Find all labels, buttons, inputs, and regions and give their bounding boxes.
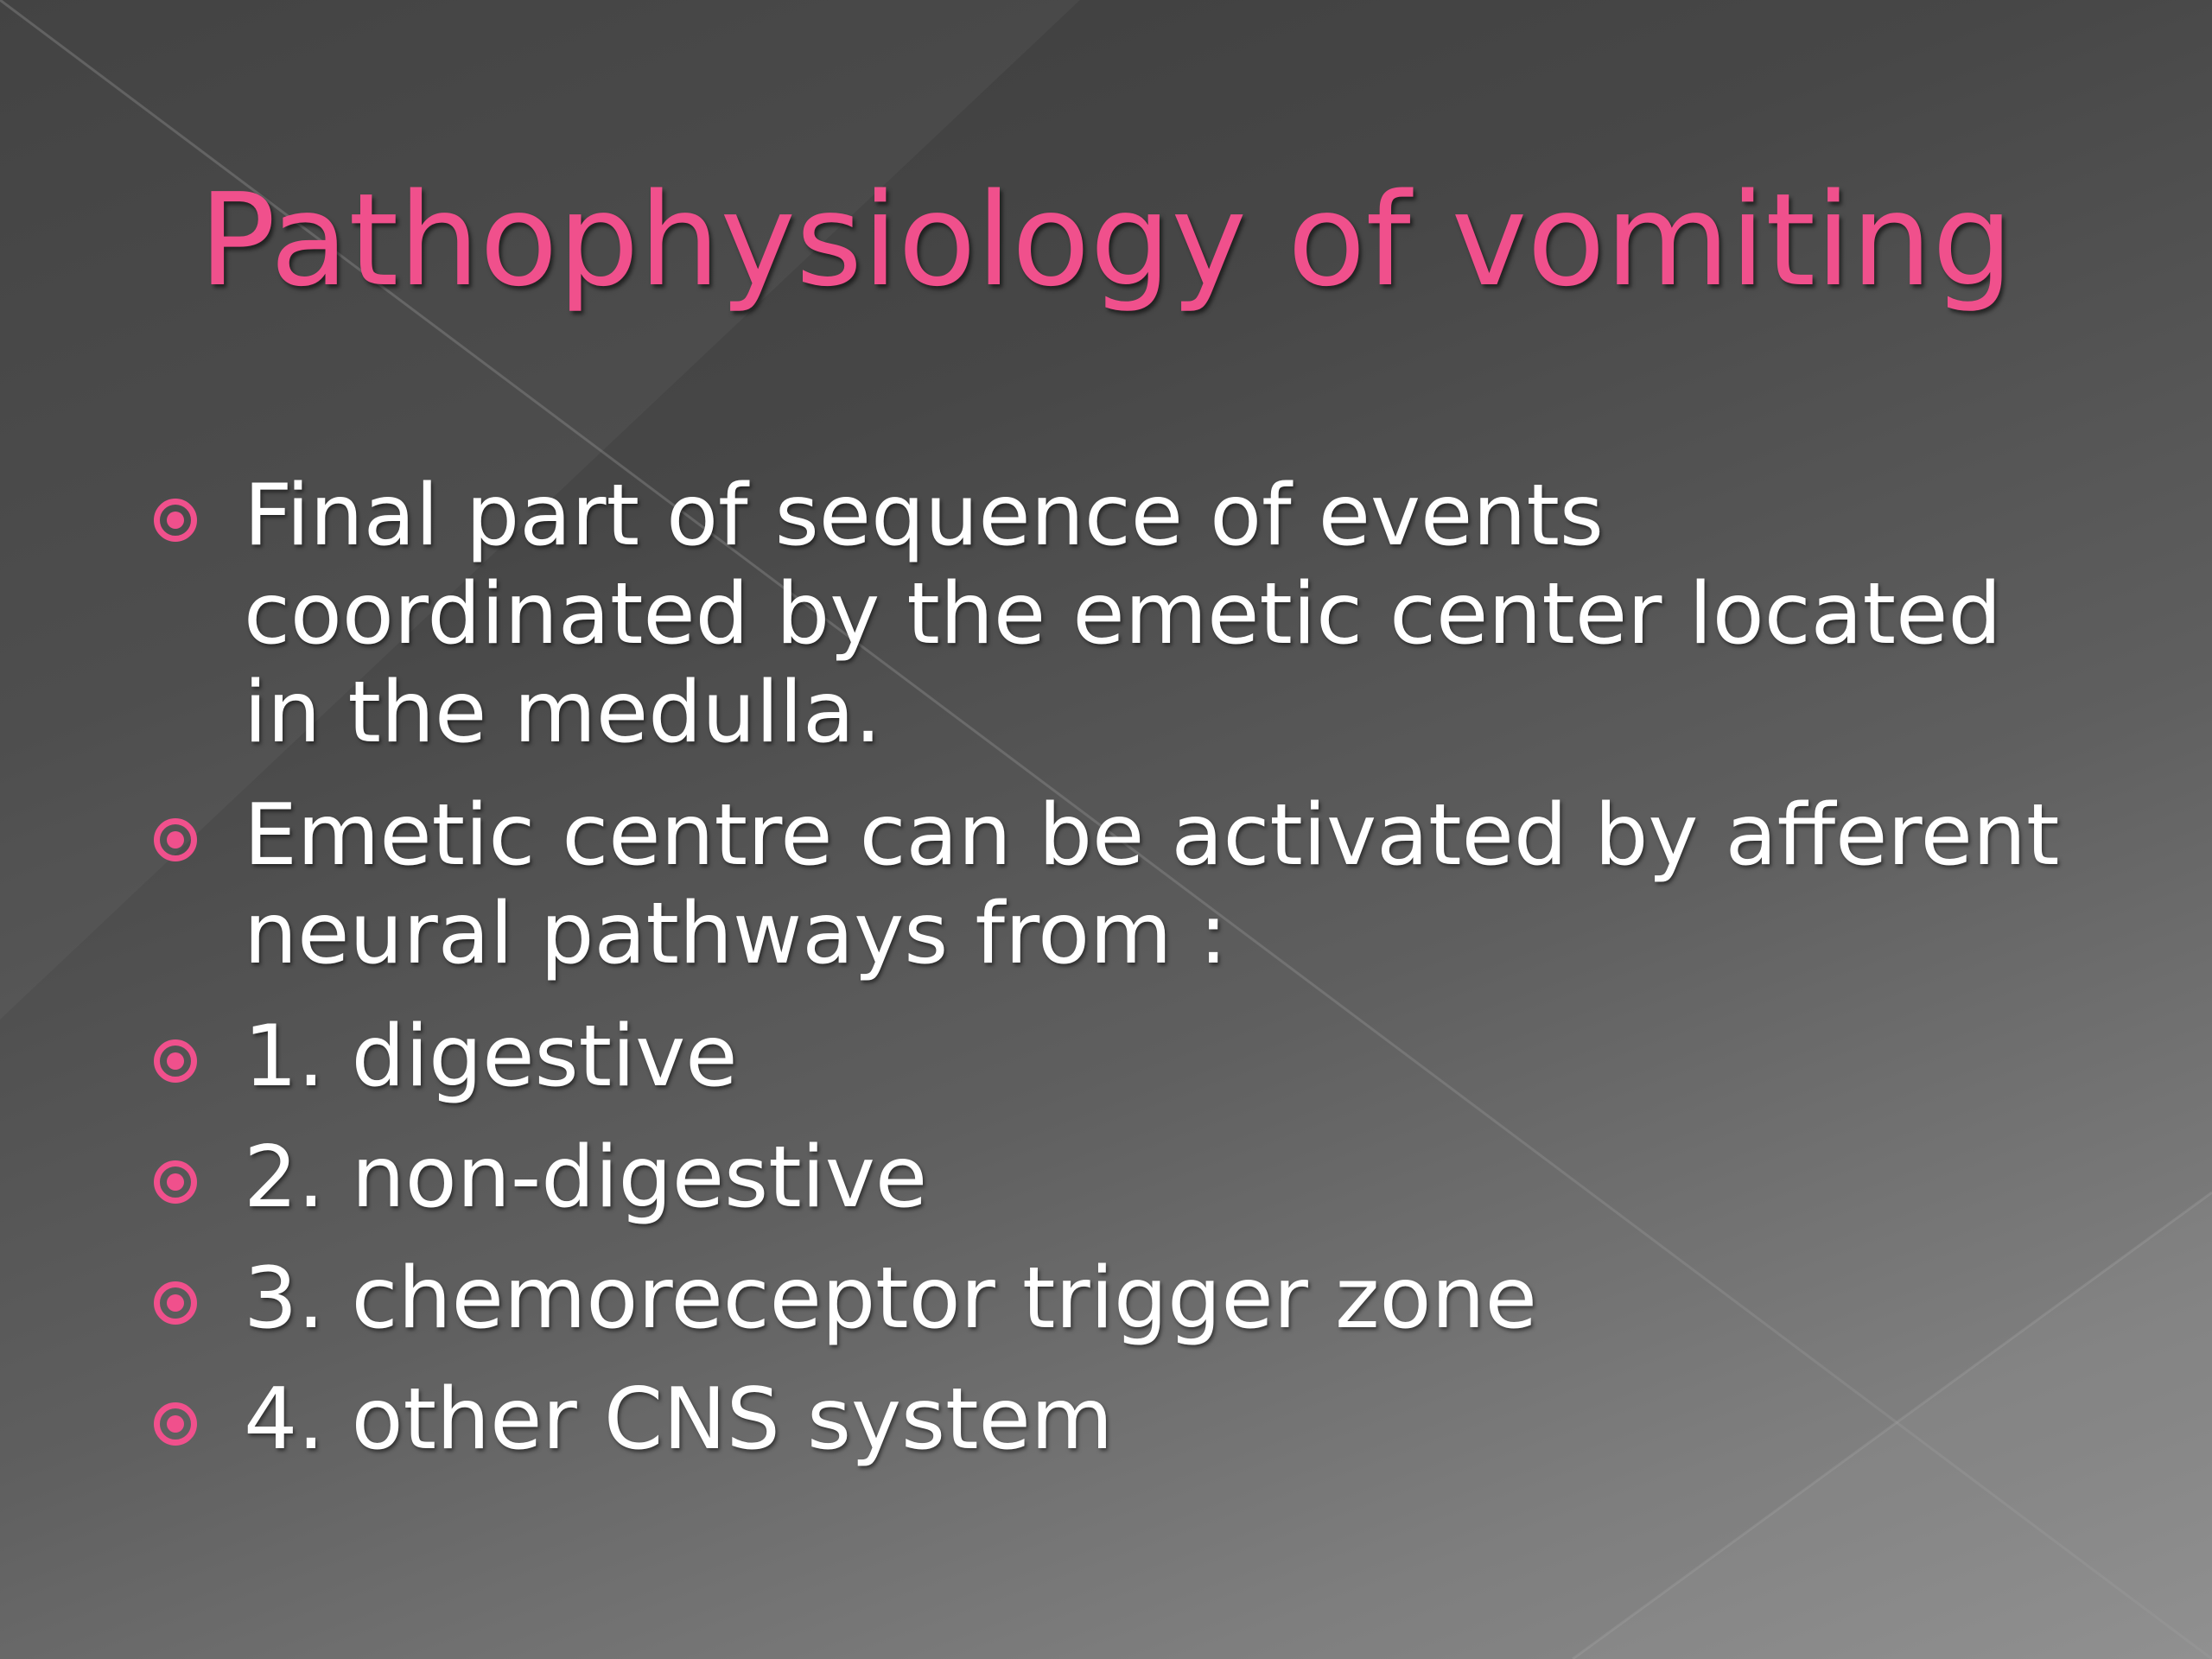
bullet-item — [147, 1249, 2100, 1348]
circle-dot-icon — [154, 1402, 197, 1446]
bullet-text: 2. non-digestive — [244, 1128, 928, 1227]
circle-dot-icon — [154, 1281, 197, 1325]
bullet-text: Emetic centre can be activated by afferent neural pathways from : — [244, 786, 2060, 983]
circle-dot-icon — [154, 1039, 197, 1083]
bullet-text: 1. digestive — [244, 1007, 738, 1106]
bullet-item — [147, 1128, 2100, 1227]
circle-dot-icon — [154, 499, 197, 542]
bullet-item — [147, 467, 2100, 762]
circle-dot-icon — [154, 1160, 197, 1204]
bullet-item — [147, 1370, 2100, 1469]
slide-title: Pathophysiology of vomiting — [198, 166, 2014, 315]
bullet-text: 3. chemoreceptor trigger zone — [244, 1249, 1537, 1348]
bullet-text: Final part of sequence of events coordinated by the emetic center located in the medulla. — [244, 467, 2002, 762]
circle-dot-icon — [154, 818, 197, 861]
bullet-list — [147, 467, 2100, 1491]
bullet-item — [147, 786, 2100, 983]
bullet-text: 4. other CNS system — [244, 1370, 1114, 1469]
bullet-item — [147, 1007, 2100, 1106]
